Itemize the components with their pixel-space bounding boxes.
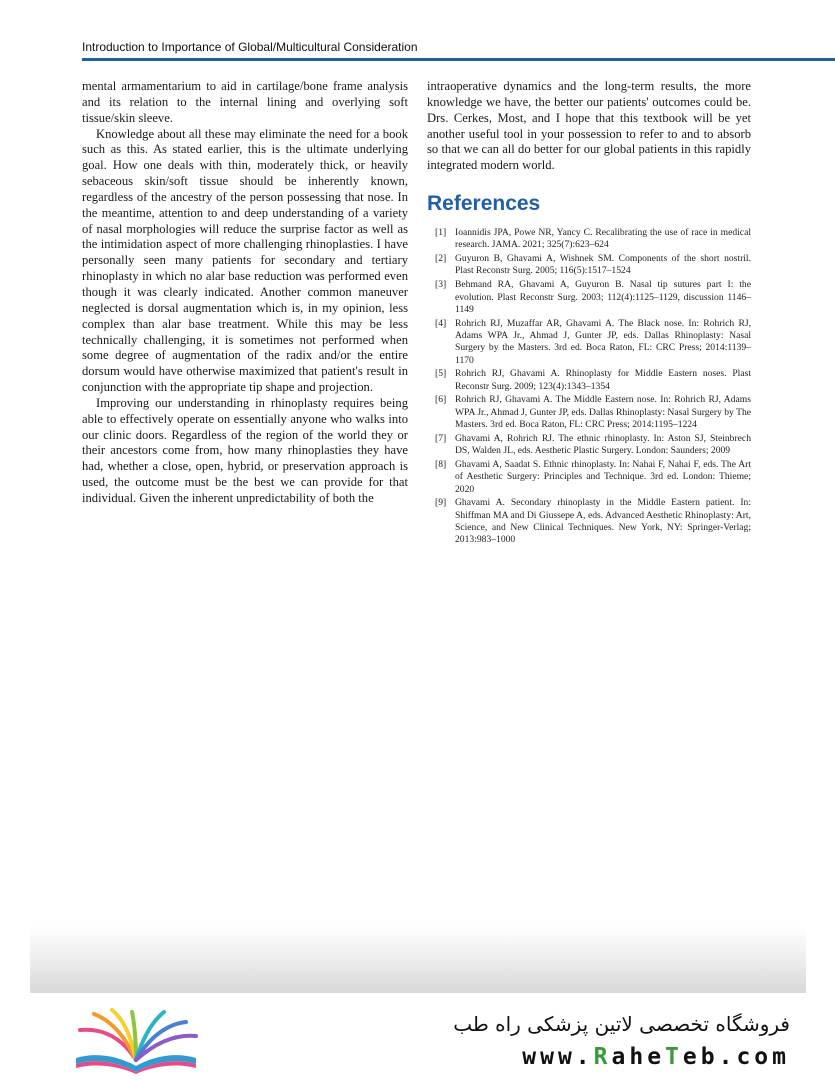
paragraph: mental armamentarium to aid in cartilage/bone frame analysis and its relation to the internal lining and overlying soft tissue/skin sleeve. [82,79,408,125]
paragraph: intraoperative dynamics and the long-term results, the more knowledge we have, the better our patients' outcomes could be. Drs. Cerkes, Most, and I hope that this textbook will be yet another useful tool in your possession to refer to and to absorb so that we can all do better for our global patients in this rapidly integrated modern world. [427,79,751,173]
reference-item [427,433,751,458]
url-letter-r: R [593,1044,612,1070]
running-header: Introduction to Importance of Global/Multicultural Consideration [82,40,418,54]
reference-number: [8] [435,458,447,470]
url-prefix: www. [522,1044,594,1070]
reference-number: [7] [435,432,447,444]
reference-item [427,279,751,316]
reference-text: Ghavami A, Rohrich RJ. The ethnic rhinoplasty. In: Aston SJ, Steinbrech DS, Walden JL, eds. Aesthetic Plastic Surgery. London: Saunders; 2009 [455,432,751,457]
reference-text: Rohrich RJ, Ghavami A. Rhinoplasty for Middle Eastern noses. Plast Reconstr Surg. 2009; 123(4):1343–1354 [455,368,751,392]
reference-number: [6] [435,394,447,406]
paragraph: Knowledge about all these may eliminate the need for a book such as this. As stated earlier, this is the ultimate underlying goal. How one deals with thin, moderately thick, or heavily sebaceous skin/soft tissue should be inherently known, regardless of the ancestry of the person possessing that nose. In the meantime, attention to and deep understanding of a variety of nasal morphologies will reduce the surprise factor as well as the intimidation aspect of more challenging rhinoplasties. I have personally seen many patients for secondary and tertiary rhinoplasty in which no alar base reduction was performed even though it was clearly indicated. Another common maneuver neglected is dorsal augmentation which is, in my opinion, less complex than alar base treatment. While this may be less technically challenging, it is sometimes not performed when some degree of augmentation of the radix and/or the entire dorsum would have otherwise maximized that patient's result in conjunction with the appropriate tip shape and projection. [82,126,408,395]
reference-list [427,227,751,546]
reference-number: [9] [435,497,447,509]
store-name: فروشگاه تخصصی لاتین پزشکی راه طب [453,1012,790,1036]
left-column [82,79,408,507]
reference-number: [3] [435,279,447,291]
reference-number: [5] [435,368,447,380]
header-rule [82,58,835,61]
reference-item [427,497,751,546]
reference-number: [2] [435,253,447,265]
reference-number: [4] [435,317,447,329]
reference-text: Ghavami A, Saadat S. Ethnic rhinoplasty. In: Nahai F, Nahai F, eds. The Art of Aesthetic Surgery: Principles and Technique. 3rd ed. London: Thieme; 2020 [455,458,751,495]
reference-text: Rohrich RJ, Muzaffar AR, Ghavami A. The Black nose. In: Rohrich RJ, Adams WPA Jr., Ahmad J, Gunter JP, eds. Dallas Rhinoplasty: Nasal Surgery by the Masters. 3rd ed. Boca Raton, FL: CRC Press; 2014:1139–1170 [455,317,751,366]
right-column [427,79,751,548]
references-heading: References [427,192,541,216]
reference-item [427,227,751,252]
reference-number: [1] [435,227,447,239]
reference-item [427,253,751,278]
reference-item [427,368,751,393]
url-suffix: .com [718,1044,790,1070]
reference-text: Ghavami A. Secondary rhinoplasty in the Middle Eastern patient. In: Shiffman MA and Di Giussepe A, eds. Advanced Aesthetic Rhinoplasty: Art, Science, and New Clinical Techniques. New York, NY: Springer-Verlag; 2013:983–1000 [455,497,751,546]
url-part: eb [682,1044,719,1070]
store-url[interactable] [420,1044,790,1070]
reference-text: Guyuron B, Ghavami A, Wishnek SM. Components of the short nostril. Plast Reconstr Surg. 2005; 116(5):1517–1524 [455,253,751,277]
open-book-icon [72,1008,200,1074]
reference-item [427,459,751,496]
reference-item [427,318,751,367]
reference-text: Ioannidis JPA, Powe NR, Yancy C. Recalibrating the use of race in medical research. JAMA. 2021; 325(7):623–624 [455,227,751,251]
reference-item [427,394,751,431]
reference-text: Rohrich RJ, Ghavami A. The Middle Eastern nose. In: Rohrich RJ, Adams WPA Jr., Ahmad J, Gunter JP, eds. Dallas Rhinoplasty: Nasal Surgery by The Masters. 3rd ed. Boca Raton, FL: CRC Press; 2014:1195–1224 [455,394,751,431]
paragraph: Improving our understanding in rhinoplasty requires being able to effectively operate on essentially anyone who walks into our clinic doors. Regardless of the region of the world they or their ancestors come from, how many rhinoplasties they have had, whether a close, open, hybrid, or preservation approach is used, the outcome must be the best we can provide for that individual. Given the inherent unpredictability of both the [82,395,408,505]
footer-shadow-band [30,925,806,993]
url-letter-t: T [665,1044,683,1070]
url-part: ahe [611,1044,666,1070]
reference-text: Behmand RA, Ghavami A, Guyuron B. Nasal tip sutures part I: the evolution. Plast Reconstr Surg. 2003; 112(4):1125–1129, discussion 1146–1149 [455,279,751,315]
